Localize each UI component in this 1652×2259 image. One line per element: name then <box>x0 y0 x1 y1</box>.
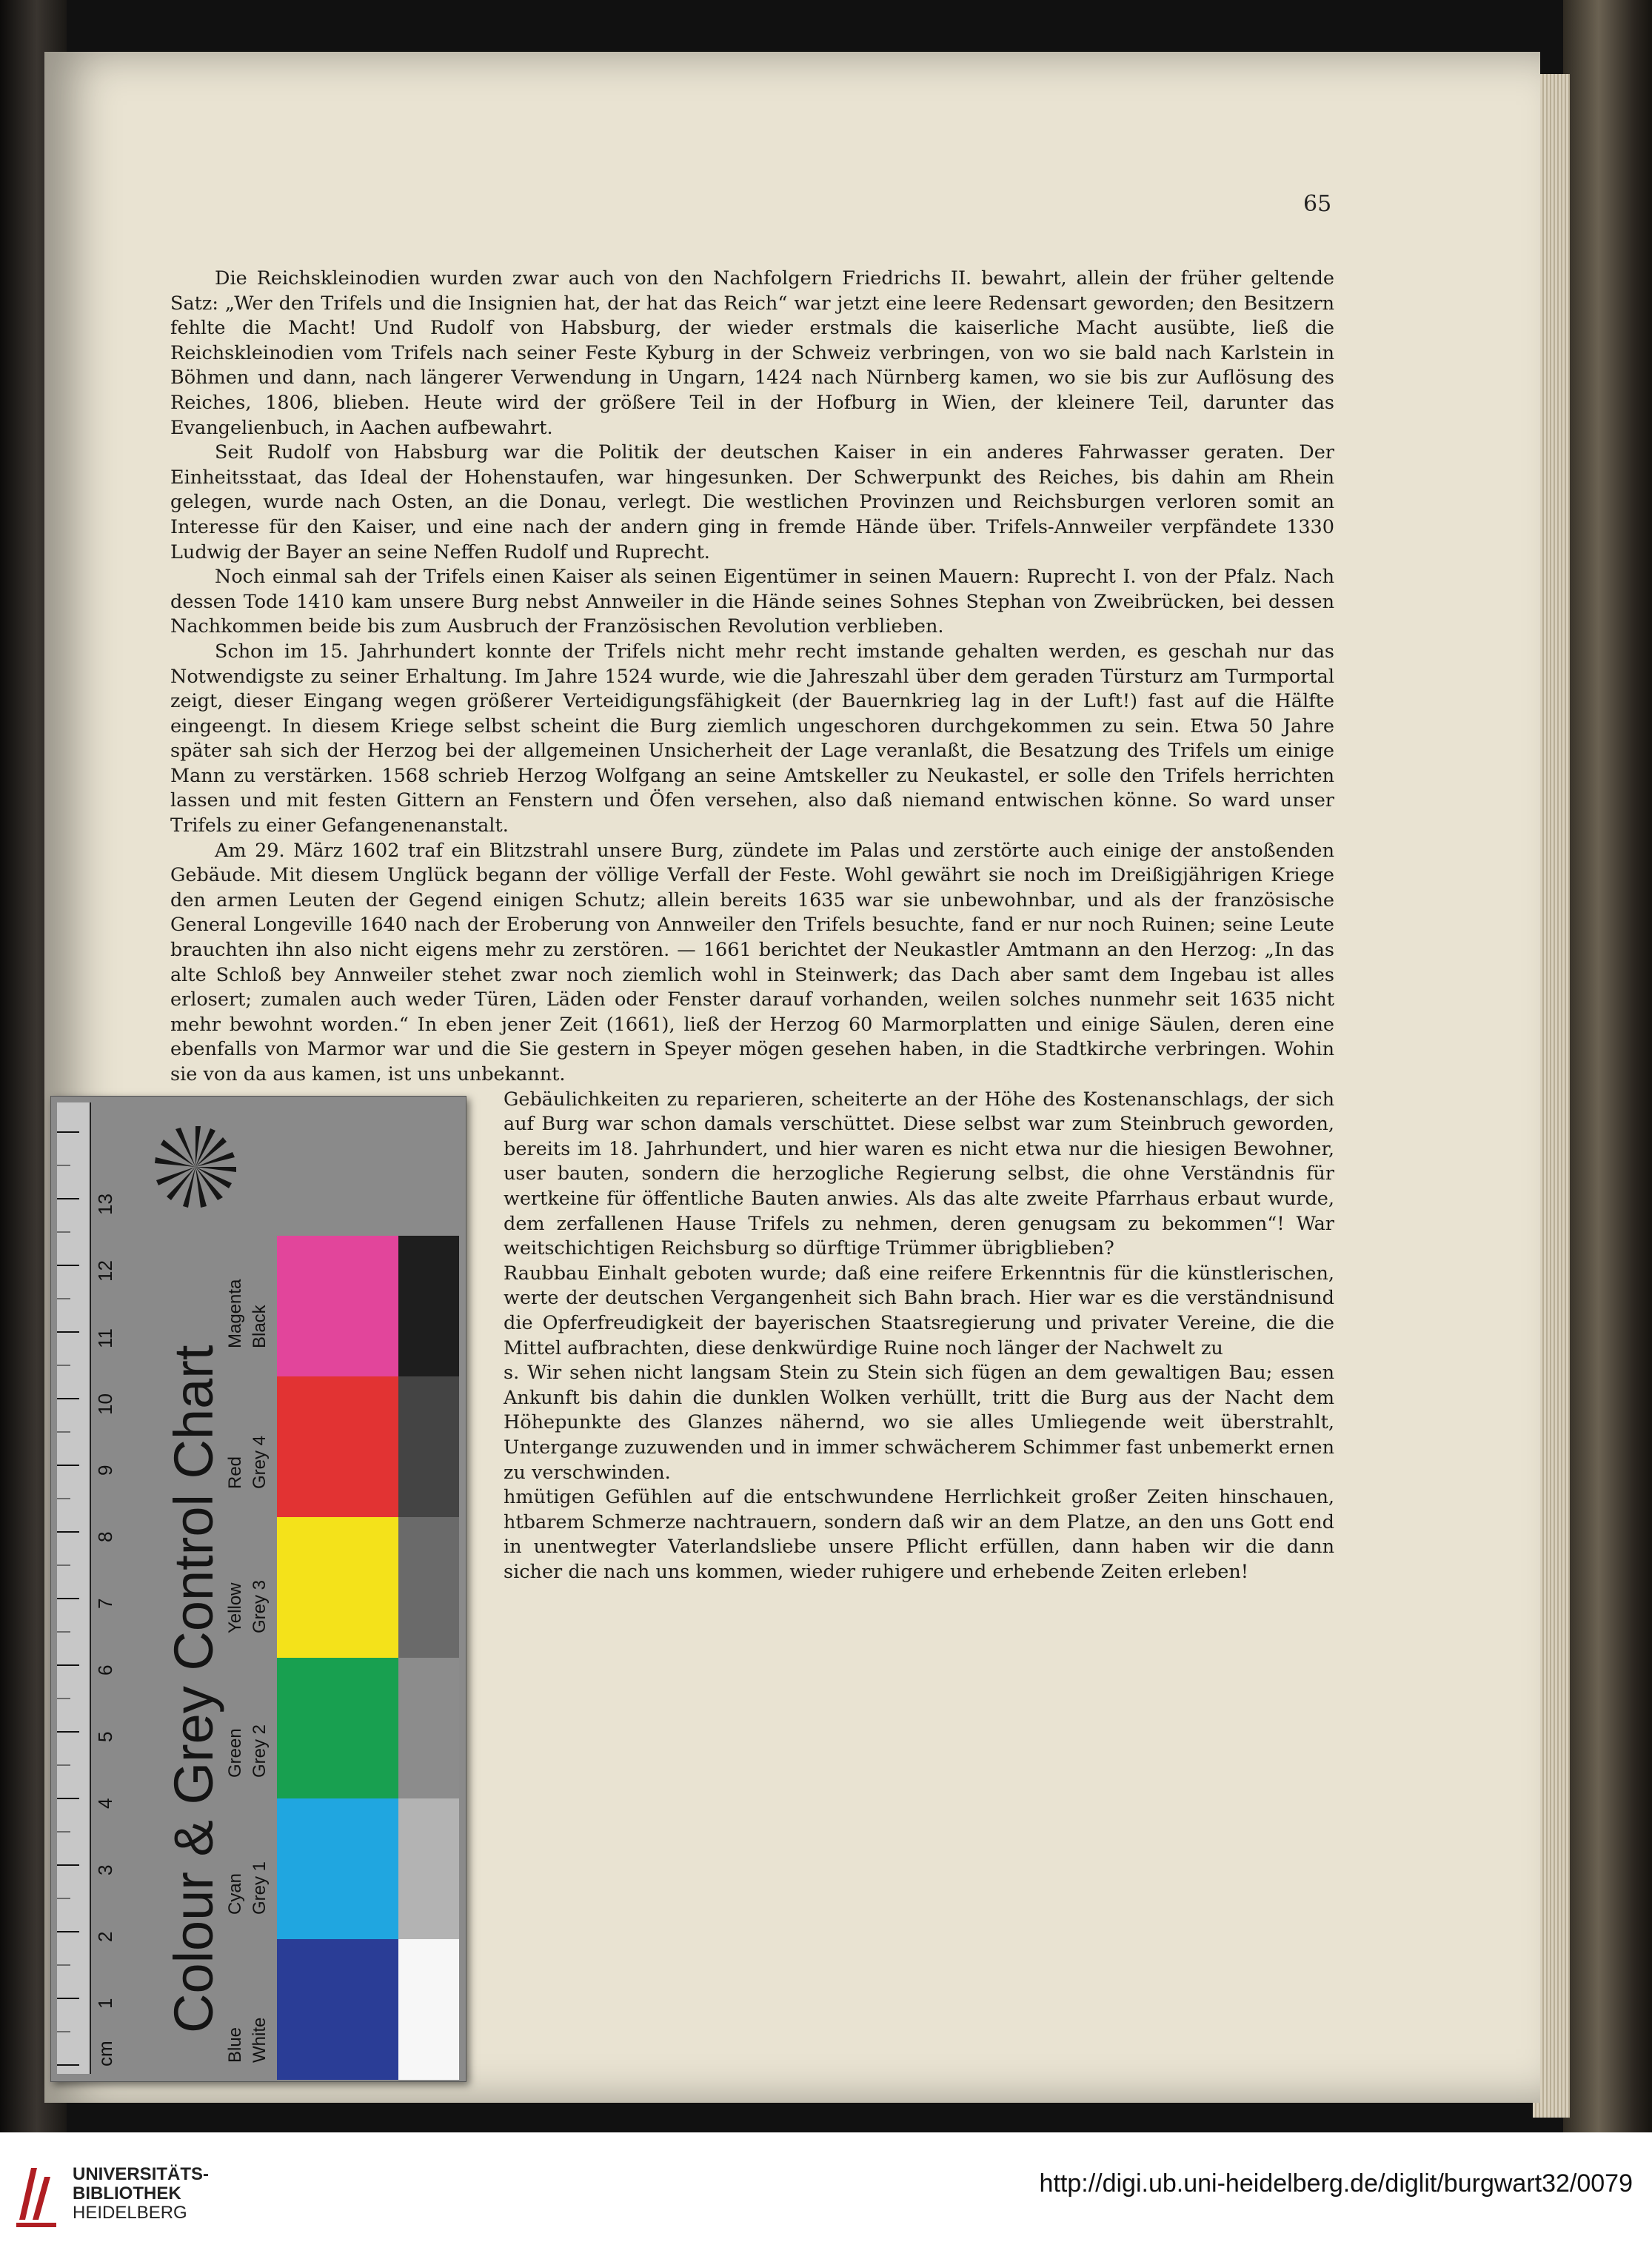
colour-control-chart <box>50 1096 466 2082</box>
ruler-tick-label: 8 <box>94 1531 116 1542</box>
color-swatch <box>277 1376 398 1517</box>
footer-bar <box>0 2132 1652 2259</box>
ruler-tick-label: 4 <box>94 1798 116 1809</box>
color-swatch <box>277 1798 398 1939</box>
centimeter-ruler <box>57 1102 91 2074</box>
paragraph: Am 29. März 1602 traf ein Blitzstrahl unsere Burg, zündete im Palas und zerstörte auch einige der anstoßenden Gebäude. Mit diesem Unglück begann der völlige Verfall der Feste. Wohl gewährt sie noch im Dreißigjährigen Kriege den armen Leuten der Gegend einigen Schutz; allein bereits 1635 war sie unbewohnbar, und als der französische General Longeville 1640 nach der Eroberung von Annweiler den Trifels besuchte, fand er nur noch Ruinen; seine Leute brauchten ihn also nicht eigens mehr zu zerstören. — 1661 berichtet der Neukastler Amtmann an den Herzog: „In das alte Schloß bey Annweiler stehet zwar noch ziemlich wohl in Steinwerk; das Dach aber samt dem Ingebau ist alles erlosert; zumalen auch weder Türen, Läden oder Fenster darauf vorhanden, weilen solches nunmehr seit 1635 nicht mehr bewohnt worden.“ In eben jener Zeit (1661), ließ der Herzog 60 Marmorplatten und einige Säulen, deren eine ebenfalls von Marmor war und die Sie gestern in Speyer mögen gesehen haben, in die Stadtkirche verbringen. Wohin sie von da aus kamen, ist uns unbekannt. <box>170 839 1334 1085</box>
grey-swatch <box>398 1236 459 1376</box>
ruler-tick-label: 11 <box>94 1328 116 1348</box>
color-label-blue: Blue <box>225 2027 245 2063</box>
library-name <box>73 2165 209 2223</box>
paragraph: s. Wir sehen nicht langsam Stein zu Stein sich fügen an dem gewaltigen Bau; essen Ankunft bis dahin die dunklen Wolken verhüllt, tritt die Burg aus der Nacht dem Höhepunkte des Glanzes nähernd, wo sie alles Umliegende weit überstrahlt, Untergange zuzuwenden und in immer schwächerem Schimmer fast unbemerkt ernen zu verschwinden. <box>504 1362 1334 1484</box>
color-label-yellow: Yellow <box>225 1582 245 1633</box>
book-cover-right <box>1563 0 1652 2132</box>
paragraph: Schon im 15. Jahrhundert konnte der Trifels nicht mehr recht imstande gehalten werden, es geschah nur das Notwendigste zu seiner Erhaltung. Im Jahre 1524 wurde, wie die Jahreszahl über dem geraden Türsturz am Turmportal zeigt, dieser Eingang wegen größerer Verteidigungsfähigkeit (der Bauernkrieg lag in der Luft!) fast auf die Hälfte eingeengt. In diesem Kriege selbst scheint die Burg ziemlich ungeschoren durchgekommen zu sein. Etwa 50 Jahre später sah sich der Herzog bei der allgemeinen Unsicherheit der Lage veranlaßt, die Besatzung des Trifels um einige Mann zu verstärken. 1568 schrieb Herzog Wolfgang an seine Amtskeller zu Neukastel, er solle den Trifels herrichten lassen und mit festen Gittern an Fenstern und Öfen versehen, also daß niemand entwischen könne. So ward unser Trifels zu einer Gefangenenanstalt. <box>170 640 1334 837</box>
color-label-cyan: Cyan <box>225 1873 245 1915</box>
library-name-line: BIBLIOTHEK <box>73 2183 181 2203</box>
ruler-unit-label: cm <box>94 2041 116 2066</box>
grey-label-grey3: Grey 3 <box>250 1579 270 1633</box>
page-number: 65 <box>1303 191 1332 217</box>
color-label-red: Red <box>225 1456 245 1489</box>
paragraph: hmütigen Gefühlen auf die entschwundene Herrlichkeit großer Zeiten hinschauen, htbarem Schmerze nachtrauern, sondern daß wir an dem Platze, an den uns Gott end in unentwegter Vaterlandsliebe unsere Pflicht erfüllen, dann haben wir die dann sicher die nach uns kommen, wieder ruhigere und erhebende Zeiten erleben! <box>504 1486 1334 1583</box>
color-swatch <box>277 1939 398 2080</box>
sunburst-icon <box>155 1126 236 1208</box>
ruler-tick-label: 12 <box>94 1260 116 1282</box>
grey-label-grey1: Grey 1 <box>250 1861 270 1915</box>
grey-swatch <box>398 1517 459 1658</box>
ruler-tick-label: 3 <box>94 1864 116 1875</box>
university-library-logo-icon <box>13 2162 59 2229</box>
grey-label-grey2: Grey 2 <box>250 1724 270 1778</box>
grey-swatch <box>398 1798 459 1939</box>
ruler-tick-label: 5 <box>94 1731 116 1742</box>
color-label-green: Green <box>225 1728 245 1778</box>
grey-swatch <box>398 1939 459 2080</box>
grey-swatch <box>398 1658 459 1798</box>
color-swatch <box>277 1517 398 1658</box>
ruler-tick-label: 10 <box>94 1393 116 1415</box>
grey-swatch <box>398 1376 459 1517</box>
source-url-link[interactable]: http://digi.ub.uni-heidelberg.de/diglit/burgwart32/0079 <box>1039 2169 1633 2198</box>
grey-label-white: White <box>250 2017 270 2063</box>
color-swatch <box>277 1236 398 1376</box>
paragraph: Die Reichskleinodien wurden zwar auch von den Nachfolgern Friedrichs II. bewahrt, allein der früher geltende Satz: „Wer den Trifels und die Insignien hat, der hat das Reich“ war jetzt eine leere Redensart geworden; den Besitzern fehlte die Macht! Und Rudolf von Habsburg, der wieder erstmals die kaiserliche Macht ausübte, ließ die Reichskleinodien vom Trifels nach seiner Feste Kyburg in der Schweiz verbringen, von wo sie bald nach Karlstein in Böhmen und dann, nach längerer Verwendung in Ungarn, 1424 nach Nürnberg kamen, wo sie bis zur Auflösung des Reiches, 1806, blieben. Heute wird der größere Teil in der Hofburg in Wien, der kleinere Teil, darunter das Evangelienbuch, in Aachen aufbewahrt. <box>170 267 1334 439</box>
paragraph: Seit Rudolf von Habsburg war die Politik der deutschen Kaiser in ein anderes Fahrwasser geraten. Der Einheitsstaat, das Ideal der Hohenstaufen, war hingesunken. Der Schwerpunkt des Reiches, bis dahin am Rhein gelegen, wurde nach Osten, an die Donau, verlegt. Die westlichen Provinzen und Reichsburgen verloren somit an Interesse für den Kaiser, und eine nach der andern ging in fremde Hände über. Trifels-Annweiler verpfändete 1330 Ludwig der Bayer an seine Neffen Rudolf und Ruprecht. <box>170 441 1334 563</box>
ruler-tick-label: 2 <box>94 1931 116 1942</box>
chart-title: Colour & Grey Control Chart <box>163 1345 224 2033</box>
ruler-tick-label: 1 <box>94 1998 116 2009</box>
color-label-magenta: Magenta <box>225 1279 245 1348</box>
library-name-line: HEIDELBERG <box>73 2203 187 2223</box>
grey-label-grey4: Grey 4 <box>250 1435 270 1489</box>
paragraph: Raubbau Einhalt geboten wurde; daß eine reifere Erkenntnis für die künstlerischen, werte der deutschen Vergangenheit sich Bahn brach. Hier war es die verständnisund die Opferfreudigkeit der bayerischen Staatsregierung und privater Vereine, die die Mittel aufbrachten, diese denkwürdige Ruine noch länger der Nachwelt zu <box>504 1262 1334 1359</box>
color-swatch <box>277 1658 398 1798</box>
ruler-tick-label: 13 <box>94 1194 116 1215</box>
paragraph: Noch einmal sah der Trifels einen Kaiser als seinen Eigentümer in seinen Mauern: Ruprecht I. von der Pfalz. Nach dessen Tode 1410 kam unsere Burg nebst Annweiler in die Hände seines Sohnes Stephan von Zweibrücken, bei dessen Nachkommen beide bis zum Ausbruch der Französischen Revolution verblieben. <box>170 566 1334 638</box>
ruler-ticks <box>57 1102 90 2074</box>
grey-label-black: Black <box>250 1305 270 1348</box>
ruler-tick-label: 7 <box>94 1598 116 1609</box>
ruler-tick-label: 6 <box>94 1664 116 1676</box>
library-name-line: UNIVERSITÄTS- <box>73 2164 210 2184</box>
ruler-tick-label: 9 <box>94 1465 116 1476</box>
paragraph: Gebäulichkeiten zu reparieren, scheiterte an der Höhe des Kostenanschlags, der sich auf Burg war schon damals verschüttet. Diese selbst war zum Steinbruch geworden, bereits im 18. Jahrhundert, und hier waren es nicht etwa nur die hiesigen Bewohner, user bauten, sondern die herzogliche Regierung selbst, die ohne Verständnis für wertkeine für öffentliche Bauten anwies. Als das alte zweite Pfarrhaus erbaut wurde, dem zerfallenen Hause Trifels zu nehmen, deren genugsam zu bekommen“! War weitschichtigen Reichsburg so dürftige Trümmer übrigblieben? <box>504 1088 1334 1260</box>
